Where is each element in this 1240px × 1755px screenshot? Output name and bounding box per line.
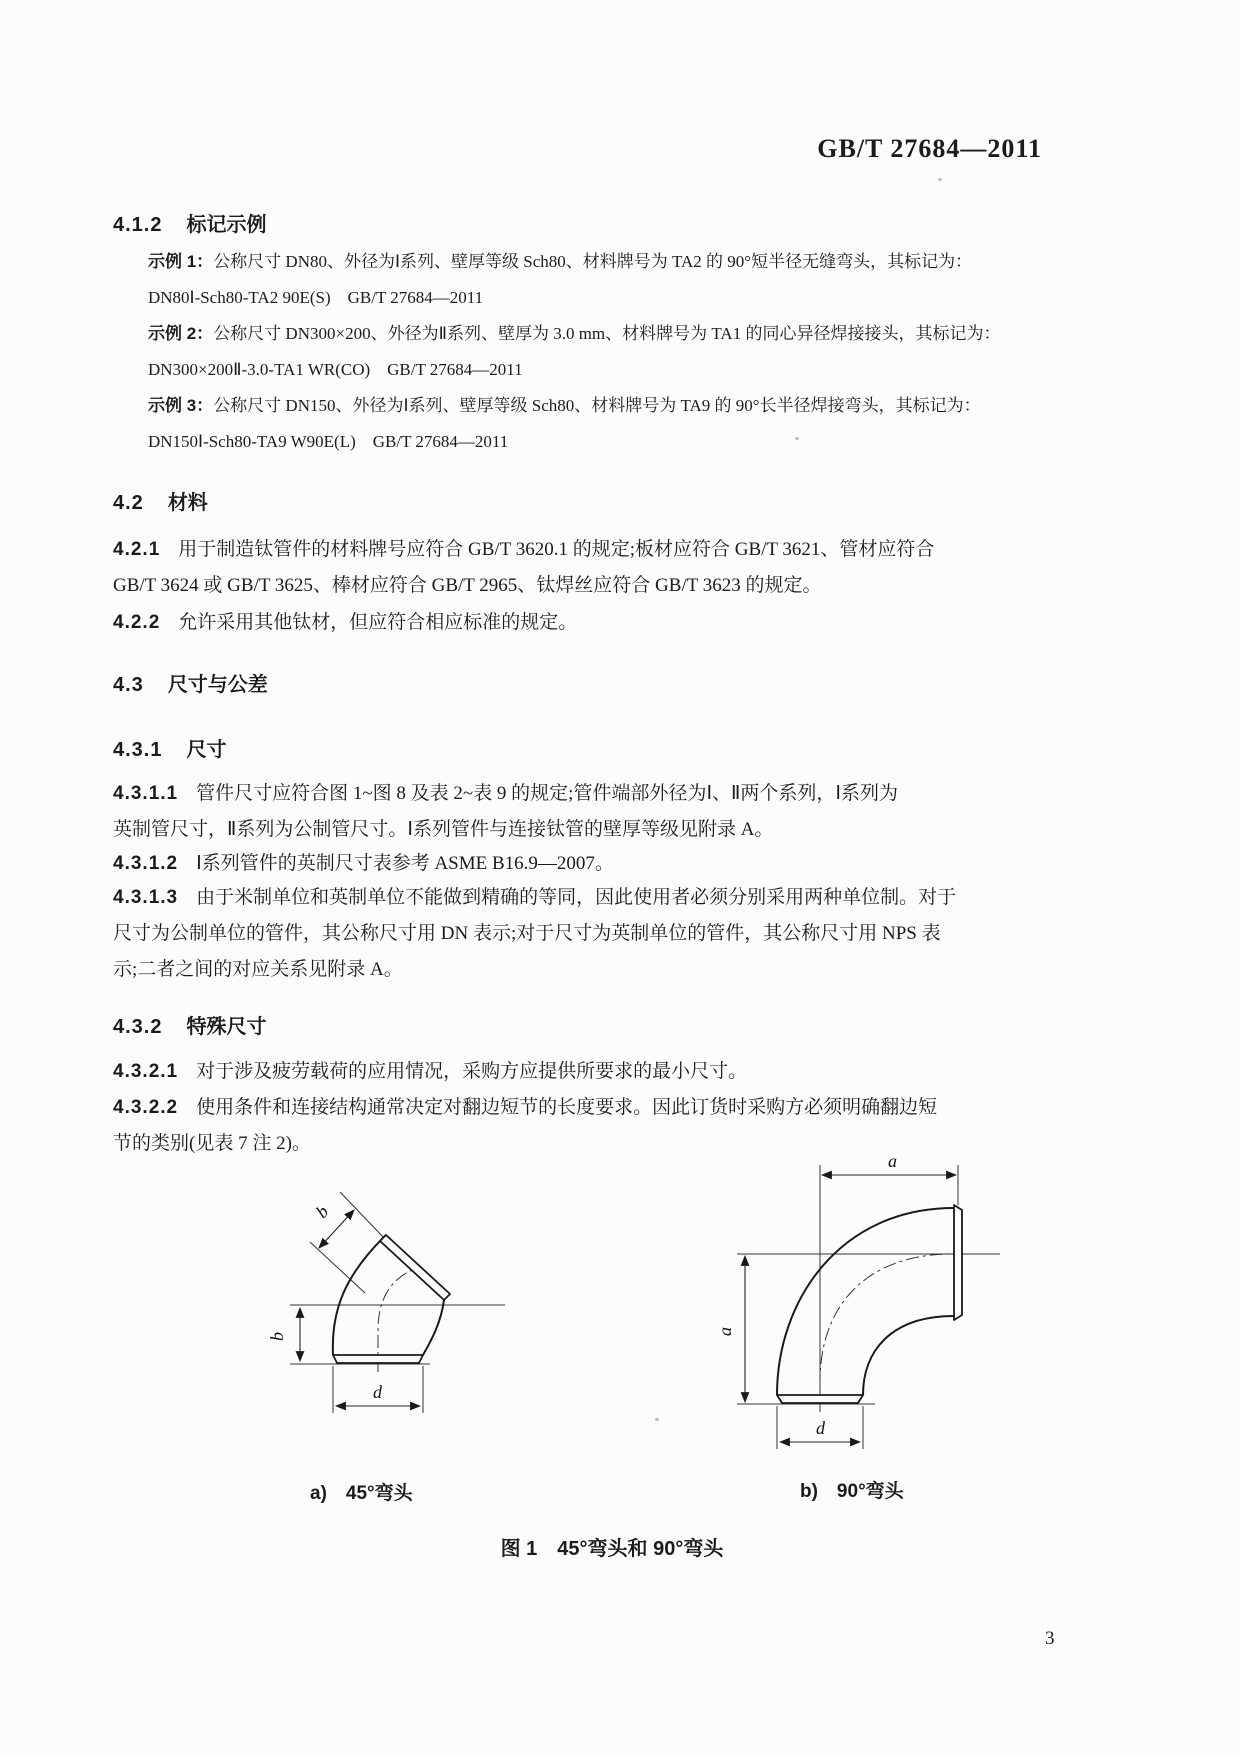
clause-line	[113, 1054, 1045, 1090]
figure-45-elbow-drawing	[215, 1095, 635, 1475]
clause-line	[113, 846, 1045, 882]
pipe-centerline	[820, 1254, 952, 1412]
clause-text: 允许采用其他钛材，但应符合相应标准的规定。	[178, 612, 578, 633]
heading-number: 4.2	[113, 492, 144, 514]
example-2-line	[148, 316, 1048, 352]
bottom-end-face	[777, 1395, 863, 1403]
clause-number: 4.3.2.1	[113, 1061, 179, 1082]
example-3-line	[148, 388, 1048, 424]
scan-speck	[795, 437, 799, 440]
clause-text: Ⅰ系列管件的英制尺寸表参考 ASME B16.9—2007。	[196, 853, 614, 874]
scan-speck	[938, 178, 942, 181]
clause-text: 由于米制单位和英制单位不能做到精确的等同，因此使用者必须分别采用两种单位制。对于	[196, 887, 957, 908]
clause-line	[113, 605, 1045, 641]
scan-speck	[655, 1418, 659, 1421]
example-1-label: 示例 1：	[148, 252, 214, 271]
heading-4-3-2	[113, 1010, 266, 1039]
heading-title: 材料	[167, 492, 208, 514]
figure-caption: 图 1 45°弯头和 90°弯头	[500, 1538, 724, 1560]
example-1-code: DN80Ⅰ-Sch80-TA2 90E(S) GB/T 27684—2011	[148, 288, 484, 307]
heading-title: 特殊尺寸	[186, 1016, 267, 1038]
standard-number-header: GB/T 27684—2011	[817, 134, 1042, 163]
heading-number: 4.3.2	[113, 1016, 163, 1038]
dim-label-d: d	[373, 1382, 382, 1402]
heading-4-3-1	[113, 733, 226, 762]
dim-label-a-horizontal: a	[888, 1151, 897, 1171]
clause-number: 4.3.2.2	[113, 1097, 179, 1118]
clause-line	[113, 776, 1045, 812]
clause-number: 4.2.2	[113, 612, 161, 633]
elbow-outer-contour	[777, 1208, 954, 1395]
clause-4-3-1-3	[113, 880, 1045, 988]
clause-text: 示;二者之间的对应关系见附录 A。	[113, 959, 403, 980]
page-number: 3	[1045, 1628, 1055, 1649]
clause-text: 对于涉及疲劳载荷的应用情况，采购方应提供所要求的最小尺寸。	[196, 1061, 748, 1082]
dim-label-b-vertical: b	[267, 1332, 287, 1341]
clause-number: 4.3.1.1	[113, 783, 179, 804]
clause-text: 用于制造钛管件的材料牌号应符合 GB/T 3620.1 的规定;板材应符合 GB/T 3621、管材应符合	[178, 539, 935, 560]
example-3-label: 示例 3：	[148, 396, 214, 415]
clause-line	[113, 880, 1045, 916]
elbow-inner-contour	[863, 1316, 954, 1395]
figure-90-elbow-drawing	[700, 1150, 1020, 1480]
clause-4-2-2	[113, 605, 1045, 641]
example-2-label: 示例 2：	[148, 324, 214, 343]
heading-number: 4.3	[113, 674, 144, 696]
heading-4-3	[113, 668, 268, 697]
clause-text: 尺寸为公制单位的管件，其公称尺寸用 DN 表示;对于尺寸为英制单位的管件，其公称尺寸用 NPS 表	[113, 923, 941, 944]
figure-b-sublabel: b) 90°弯头	[800, 1481, 904, 1502]
heading-4-1-2	[113, 208, 266, 237]
heading-number: 4.1.2	[113, 214, 163, 236]
example-1-line	[148, 244, 1048, 280]
example-3-code: DN150Ⅰ-Sch80-TA9 W90E(L) GB/T 27684—2011	[148, 432, 509, 451]
face-extension-line	[340, 1192, 384, 1238]
elbow-inner-contour	[423, 1300, 444, 1355]
examples-block	[148, 244, 1048, 460]
clause-text: 节的类别(见表 7 注 2)。	[113, 1133, 311, 1154]
example-3-desc: 公称尺寸 DN150、外径为Ⅰ系列、壁厚等级 Sch80、材料牌号为 TA9 的 90°长半径焊接弯头，其标记为：	[213, 396, 981, 415]
clause-number: 4.3.1.2	[113, 853, 179, 874]
heading-title: 尺寸与公差	[167, 674, 268, 696]
clause-4-2-1	[113, 532, 1045, 604]
heading-title: 标记示例	[186, 214, 267, 236]
clause-4-3-1-2	[113, 846, 1045, 882]
heading-title: 尺寸	[186, 739, 227, 761]
clause-text: 使用条件和连接结构通常决定对翻边短节的长度要求。因此订货时采购方必须明确翻边短	[196, 1097, 938, 1118]
right-end-face	[954, 1205, 962, 1320]
clause-text: GB/T 3624 或 GB/T 3625、棒材应符合 GB/T 2965、钛焊丝应符合 GB/T 3623 的规定。	[113, 575, 822, 596]
dim-label-b-inclined: b	[311, 1201, 333, 1222]
bottom-end-face	[333, 1355, 423, 1363]
example-2-desc: 公称尺寸 DN300×200、外径为Ⅱ系列、壁厚为 3.0 mm、材料牌号为 TA1 的同心异径焊接接头，其标记为：	[213, 324, 1001, 343]
clause-text: 英制管尺寸，Ⅱ系列为公制管尺寸。Ⅰ系列管件与连接钛管的壁厚等级见附录 A。	[113, 819, 774, 840]
clause-number: 4.2.1	[113, 539, 161, 560]
heading-number: 4.3.1	[113, 739, 163, 761]
dim-label-a-vertical: a	[715, 1327, 735, 1336]
clause-number: 4.3.1.3	[113, 887, 179, 908]
heading-4-2	[113, 486, 208, 515]
dim-label-d: d	[816, 1418, 825, 1438]
figure-a-sublabel: a) 45°弯头	[310, 1483, 413, 1504]
inclined-end-face	[380, 1235, 450, 1300]
clause-text: 管件尺寸应符合图 1~图 8 及表 2~表 9 的规定;管件端部外径为Ⅰ、Ⅱ两个系列，Ⅰ系列为	[196, 783, 899, 804]
example-2-code: DN300×200Ⅱ-3.0-TA1 WR(CO) GB/T 27684—2011	[148, 360, 523, 379]
clause-line	[113, 532, 1045, 568]
clause-4-3-1-1	[113, 776, 1045, 848]
clause-4-3-2-1	[113, 1054, 1045, 1090]
example-1-desc: 公称尺寸 DN80、外径为Ⅰ系列、壁厚等级 Sch80、材料牌号为 TA2 的 90°短半径无缝弯头，其标记为：	[213, 252, 973, 271]
